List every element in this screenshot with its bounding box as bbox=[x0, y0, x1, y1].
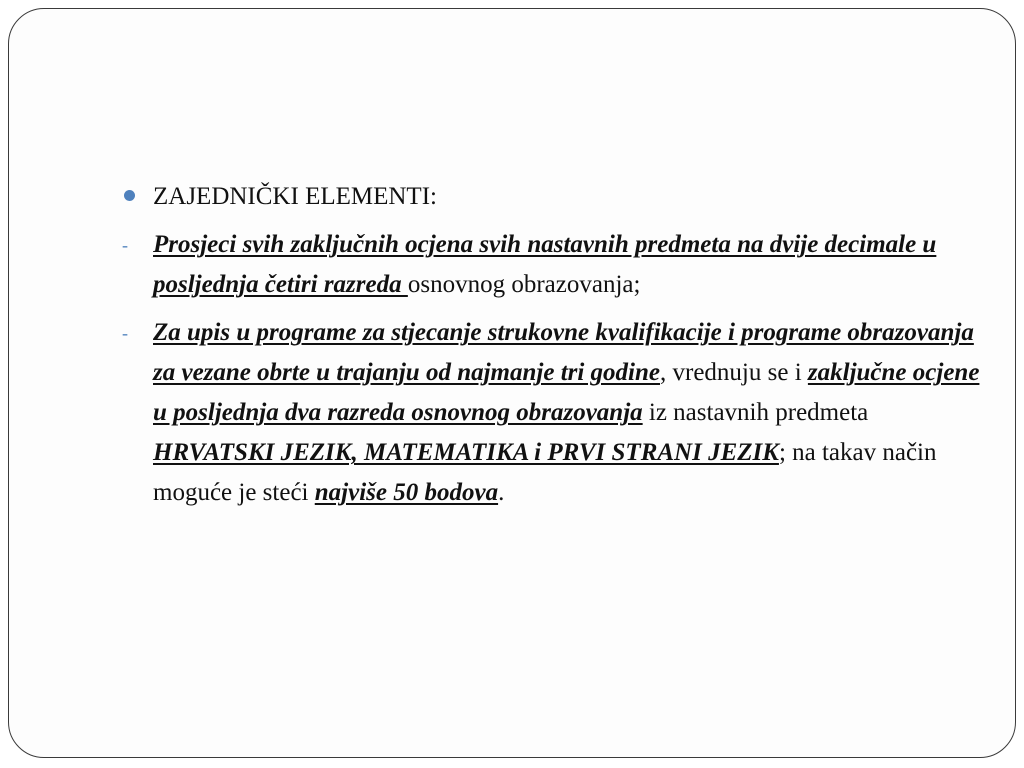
list-item bbox=[122, 313, 982, 513]
body-text: , vrednuju se i bbox=[660, 359, 808, 386]
emphasis-text: Prosjeci svih zaključnih ocjena svih nastavnih predmeta na dvije decimale u posljednja četiri razreda bbox=[153, 231, 937, 298]
heading-text: ZAJEDNIČKI ELEMENTI: bbox=[153, 183, 437, 210]
slide-frame bbox=[8, 8, 1016, 758]
heading-row bbox=[122, 177, 982, 217]
body-text: . bbox=[498, 479, 505, 506]
body-text: iz nastavnih predmeta bbox=[642, 399, 869, 426]
list-item bbox=[122, 225, 982, 305]
emphasis-text: HRVATSKI JEZIK, MATEMATIKA i PRVI STRANI JEZIK bbox=[153, 439, 779, 466]
body-text: ; na takav način moguće je steći bbox=[153, 439, 937, 506]
dash-marker: - bbox=[122, 323, 128, 343]
slide-content bbox=[122, 177, 982, 513]
bullet-circle-icon bbox=[124, 190, 135, 201]
emphasis-text: najviše 50 bodova bbox=[314, 479, 499, 506]
emphasis-text: Za upis u programe za stjecanje strukovne kvalifikacije i programe obrazovanja za vezane obrte u trajanju od najmanje tri godine bbox=[153, 319, 974, 386]
dash-marker: - bbox=[122, 235, 128, 255]
body-text: osnovnog obrazovanja; bbox=[407, 271, 641, 298]
emphasis-text: zaključne ocjene u posljednja dva razreda osnovnog obrazovanja bbox=[153, 359, 980, 426]
